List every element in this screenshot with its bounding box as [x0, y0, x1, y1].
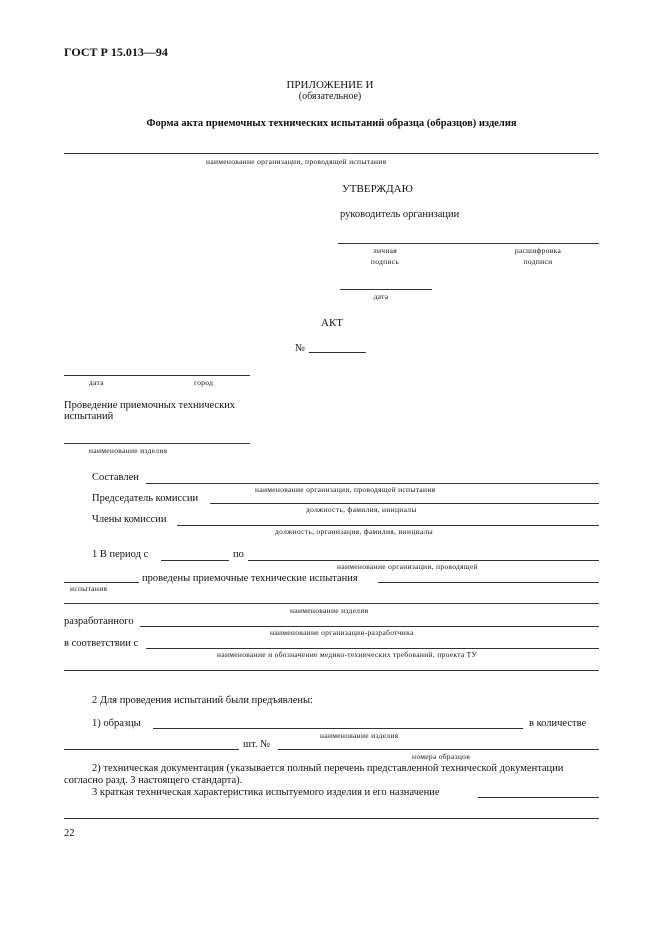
members-caption: должность, организация, фамилия, инициалы	[275, 527, 434, 536]
conducted-line	[378, 582, 599, 583]
accordance-label: в соответствии с	[64, 638, 139, 649]
product-caption-1: наименование изделия	[290, 606, 369, 615]
samples-line	[153, 728, 523, 729]
signature-caption-1: личная	[372, 246, 398, 255]
sample-numbers-caption: номера образцов	[412, 752, 471, 761]
purpose-line-2: испытаний	[64, 411, 114, 422]
product-line-1	[64, 603, 599, 604]
section3-text: 3 краткая техническая характеристика испытуемого изделия и его назначение	[92, 787, 440, 798]
quantity-line	[64, 749, 239, 750]
appendix-title: ПРИЛОЖЕНИЕ И	[286, 79, 374, 91]
signature-line	[338, 243, 599, 244]
act-title: АКТ	[321, 317, 343, 329]
approve-date-caption: дата	[373, 292, 389, 301]
accordance-line-2	[64, 670, 599, 671]
docs-line-2: согласно разд. 3 настоящего стандарта).	[64, 775, 243, 786]
approve-role: руководитель организации	[340, 209, 460, 220]
chair-caption: должность, фамилия, инициалы	[306, 505, 417, 514]
purpose-line-1: Проведение приемочных технических	[64, 400, 236, 411]
developer-caption: наименование организации-разработчика	[270, 628, 414, 637]
period-from-line	[161, 560, 229, 561]
section2-intro: 2 Для проведения испытаний были предъявлены:	[92, 695, 313, 706]
accordance-line	[146, 648, 599, 649]
section3-line-2	[64, 818, 599, 819]
page-number: 22	[64, 828, 75, 839]
decode-caption-1: расшифровка	[514, 246, 562, 255]
product-name-line	[64, 443, 250, 444]
org-name-caption: наименование организации, проводящей испытания	[206, 157, 387, 166]
docs-line-1: 2) техническая документация (указывается полный перечень представленной технической документации	[92, 763, 564, 774]
approve-title: УТВЕРЖДАЮ	[342, 183, 413, 195]
members-label: Члены комиссии	[92, 514, 167, 525]
pcs-label: шт. №	[243, 739, 271, 750]
developer-label: разработанного	[64, 616, 134, 627]
section3-line	[478, 797, 599, 798]
date-city-line	[64, 375, 250, 376]
appendix-subtitle: (обязательное)	[298, 91, 362, 102]
org-name-line	[64, 153, 599, 154]
composed-label: Составлен	[92, 472, 139, 483]
period-to-label: по	[233, 549, 244, 560]
samples-product-caption: наименование изделия	[320, 731, 399, 740]
act-number-sign: №	[295, 343, 306, 354]
members-line	[177, 525, 599, 526]
decode-caption-2: подписи	[523, 257, 553, 266]
chair-label: Председатель комиссии	[92, 493, 199, 504]
period-org-line	[248, 560, 599, 561]
city-caption: город	[194, 378, 214, 387]
approve-date-line	[340, 289, 432, 290]
date-caption: дата	[89, 378, 104, 387]
tests-caption: испытания	[70, 584, 108, 593]
signature-caption-2: подпись	[370, 257, 400, 266]
chair-line	[210, 503, 599, 504]
composed-line	[146, 483, 599, 484]
form-title: Форма акта приемочных технических испытаний образца (образцов) изделия	[146, 118, 517, 129]
document-code: ГОСТ Р 15.013—94	[64, 45, 168, 59]
samples-label: 1) образцы	[92, 718, 141, 729]
sample-numbers-line	[278, 749, 599, 750]
period-label: 1 В период с	[92, 549, 149, 560]
developer-line	[140, 626, 599, 627]
product-name-caption: наименование изделия	[89, 446, 168, 455]
conducted-text: проведены приемочные технические испытания	[142, 573, 358, 584]
tests-line	[64, 582, 139, 583]
act-number-line	[309, 352, 366, 353]
period-org-caption: наименование организации, проводящей	[337, 562, 478, 571]
accordance-caption: наименование и обозначение медико-технических требований, проекта ТУ	[217, 650, 478, 659]
composed-caption: наименование организации, проводящей испытания	[255, 485, 436, 494]
quantity-label: в количестве	[529, 718, 587, 729]
